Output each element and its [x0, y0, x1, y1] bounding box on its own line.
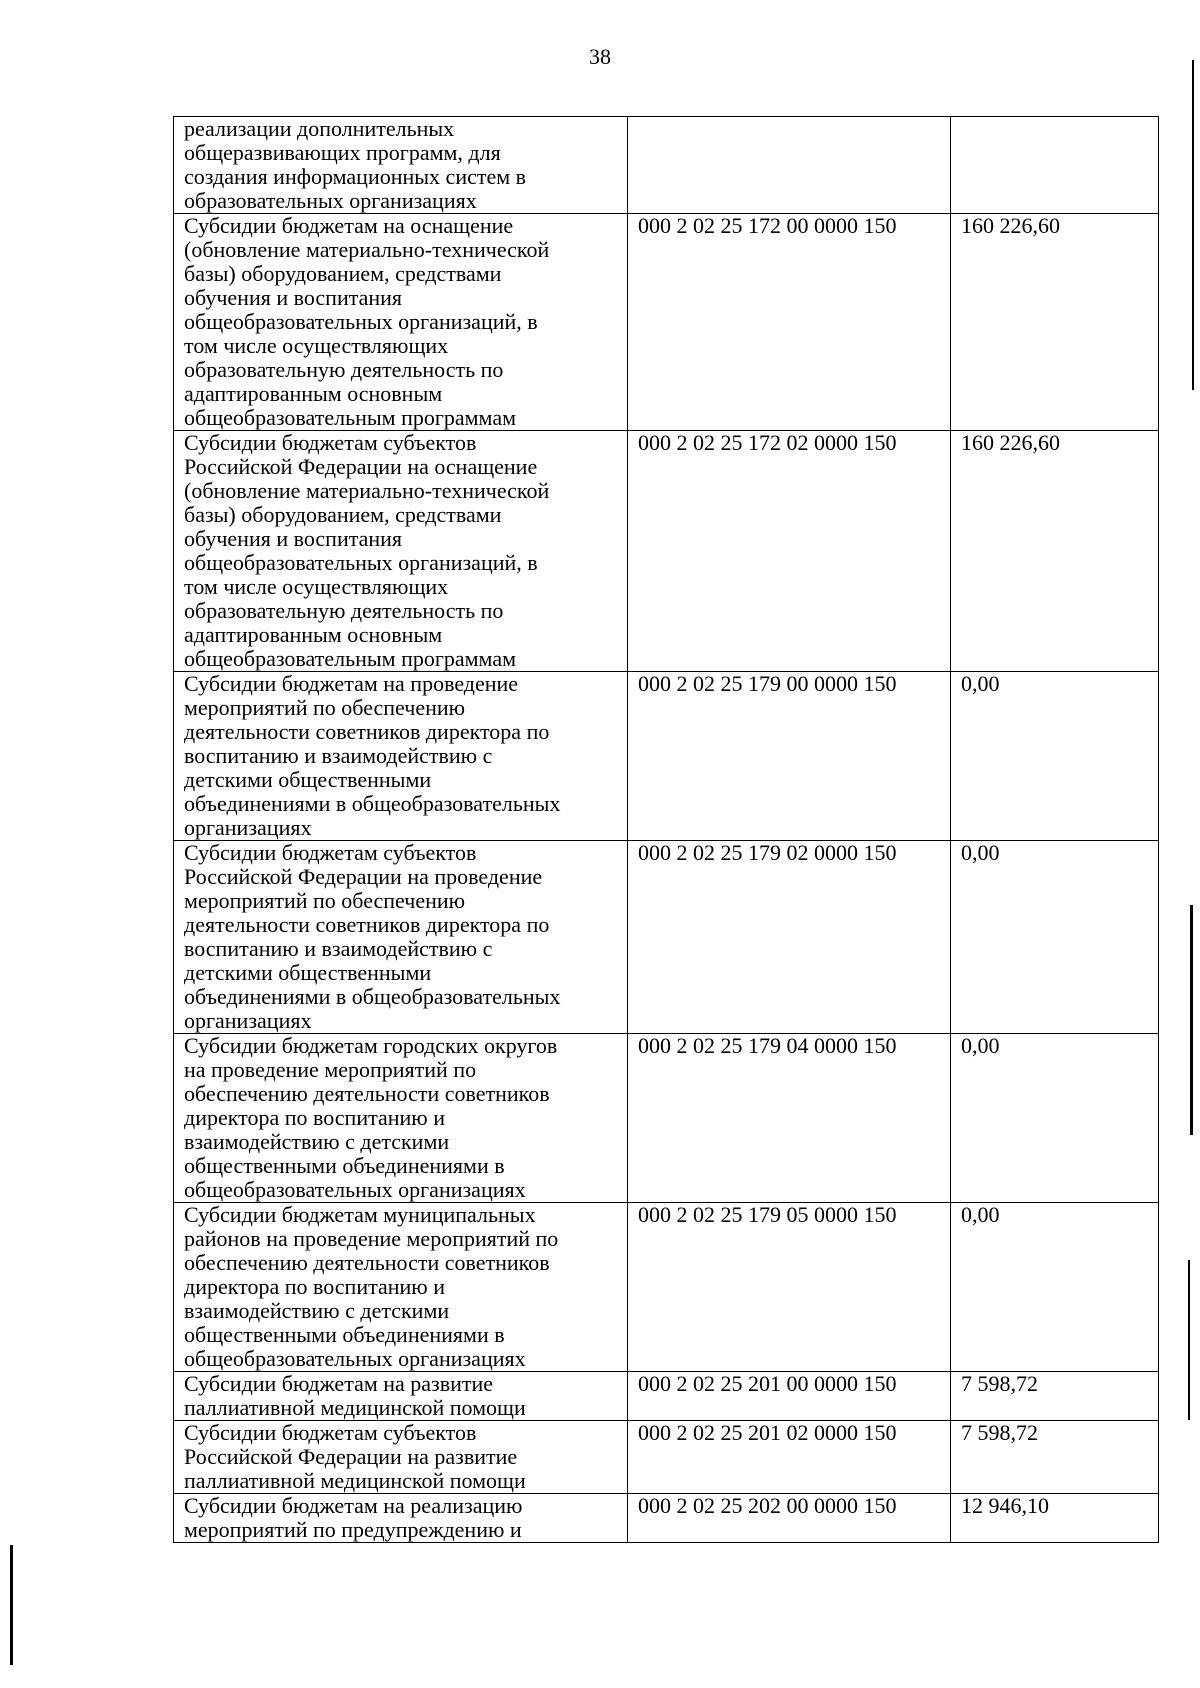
- row-code: 000 2 02 25 201 00 0000 150: [628, 1372, 951, 1421]
- table-row: [174, 1421, 1159, 1494]
- table-row: [174, 1034, 1159, 1203]
- row-amount: 12 946,10: [951, 1494, 1159, 1543]
- row-amount: 0,00: [951, 1034, 1159, 1203]
- row-description: Субсидии бюджетам субъектов Российской Федерации на развитие паллиативной медицинской помощи: [174, 1421, 628, 1494]
- budget-table: [173, 116, 1159, 1543]
- scan-artifact-right-mid: [1190, 905, 1193, 1135]
- row-description: Субсидии бюджетам муниципальных районов на проведение мероприятий по обеспечению деятельности советников директора по воспитанию и взаимодействию с детскими общественными объединениями в общеобразовательных организациях: [174, 1203, 628, 1372]
- table-row: [174, 214, 1159, 431]
- row-amount: 0,00: [951, 672, 1159, 841]
- table-row: [174, 1203, 1159, 1372]
- row-amount: [951, 117, 1159, 214]
- table-row: [174, 431, 1159, 672]
- scan-artifact-right-low: [1188, 1260, 1190, 1420]
- row-code: 000 2 02 25 179 02 0000 150: [628, 841, 951, 1034]
- row-code: 000 2 02 25 179 04 0000 150: [628, 1034, 951, 1203]
- row-amount: 7 598,72: [951, 1421, 1159, 1494]
- row-code: 000 2 02 25 202 00 0000 150: [628, 1494, 951, 1543]
- row-description: Субсидии бюджетам субъектов Российской Федерации на проведение мероприятий по обеспечению деятельности советников директора по воспитанию и взаимодействию с детскими общественными объединениями в общеобразовательных организациях: [174, 841, 628, 1034]
- row-code: 000 2 02 25 179 05 0000 150: [628, 1203, 951, 1372]
- table-row: [174, 117, 1159, 214]
- table-row: [174, 1494, 1159, 1543]
- row-description: реализации дополнительных общеразвивающих программ, для создания информационных систем в образовательных организациях: [174, 117, 628, 214]
- table-row: [174, 672, 1159, 841]
- row-code: 000 2 02 25 172 00 0000 150: [628, 214, 951, 431]
- scan-artifact-right-top: [1192, 60, 1194, 390]
- row-amount: 160 226,60: [951, 431, 1159, 672]
- row-amount: 0,00: [951, 1203, 1159, 1372]
- row-code: [628, 117, 951, 214]
- row-code: 000 2 02 25 179 00 0000 150: [628, 672, 951, 841]
- row-amount: 0,00: [951, 841, 1159, 1034]
- row-description: Субсидии бюджетам на оснащение (обновление материально-технической базы) оборудованием, средствами обучения и воспитания общеобразовательных организаций, в том числе осуществляющих образовательную деятельность по адаптированным основным общеобразовательным программам: [174, 214, 628, 431]
- row-amount: 160 226,60: [951, 214, 1159, 431]
- row-description: Субсидии бюджетам субъектов Российской Федерации на оснащение (обновление материально-технической базы) оборудованием, средствами обучения и воспитания общеобразовательных организаций, в том числе осуществляющих образовательную деятельность по адаптированным основным общеобразовательным программам: [174, 431, 628, 672]
- row-description: Субсидии бюджетам на реализацию мероприятий по предупреждению и: [174, 1494, 628, 1543]
- row-amount: 7 598,72: [951, 1372, 1159, 1421]
- row-description: Субсидии бюджетам на развитие паллиативной медицинской помощи: [174, 1372, 628, 1421]
- table-row: [174, 1372, 1159, 1421]
- row-description: Субсидии бюджетам на проведение мероприятий по обеспечению деятельности советников директора по воспитанию и взаимодействию с детскими общественными объединениями в общеобразовательных организациях: [174, 672, 628, 841]
- page-number: 38: [589, 44, 611, 69]
- row-code: 000 2 02 25 172 02 0000 150: [628, 431, 951, 672]
- scan-artifact-left: [10, 1545, 13, 1665]
- table-row: [174, 841, 1159, 1034]
- row-code: 000 2 02 25 201 02 0000 150: [628, 1421, 951, 1494]
- row-description: Субсидии бюджетам городских округов на проведение мероприятий по обеспечению деятельности советников директора по воспитанию и взаимодействию с детскими общественными объединениями в общеобразовательных организациях: [174, 1034, 628, 1203]
